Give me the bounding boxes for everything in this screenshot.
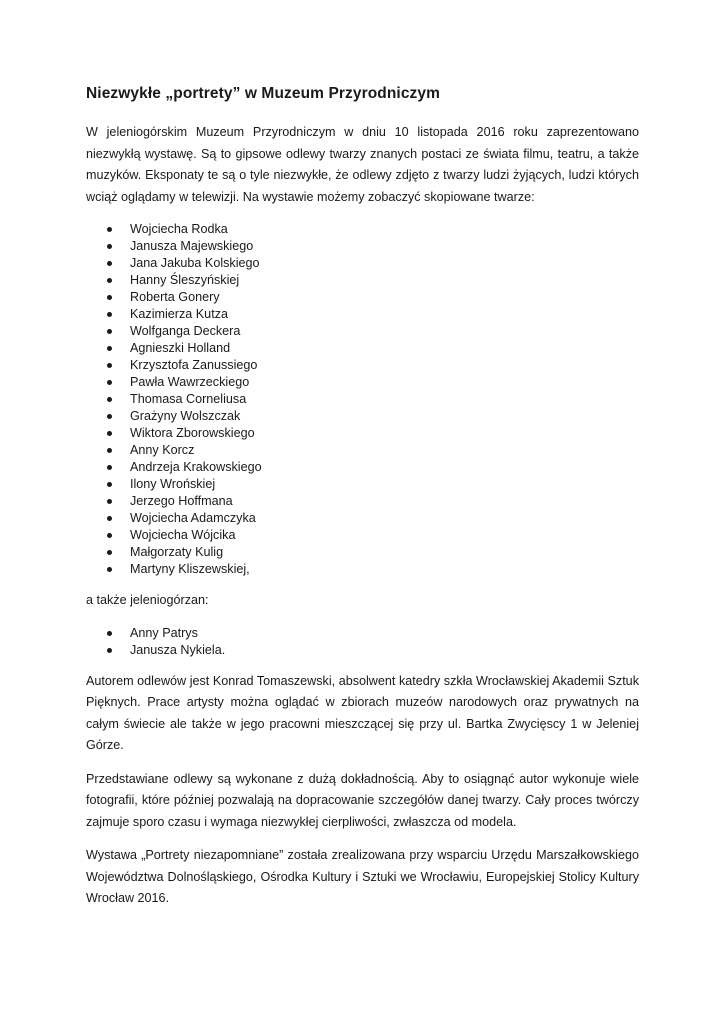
list-item: Roberta Gonery	[86, 289, 639, 306]
list-item: Jana Jakuba Kolskiego	[86, 255, 639, 272]
locals-list	[86, 625, 639, 659]
list-item: Ilony Wrońskiej	[86, 476, 639, 493]
locals-lead: a także jeleniogórzan:	[86, 593, 209, 607]
list-item: Pawła Wawrzeckiego	[86, 374, 639, 391]
page-title: Niezwykłe „portrety” w Muzeum Przyrodniczym	[86, 85, 440, 102]
list-item: Agnieszki Holland	[86, 340, 639, 357]
intro-paragraph: W jeleniogórskim Muzeum Przyrodniczym w dniu 10 listopada 2016 roku zaprezentowano niezwykłą wystawę. Są to gipsowe odlewy twarzy znanych postaci ze świata filmu, teatru, a także muzyków. Eksponaty te są o tyle niezwykłe, że odlewy zdjęto z twarzy ludzi żyjących, ludzi których wciąż oglądamy w telewizji. Na wystawie możemy zobaczyć skopiowane twarze:	[86, 125, 639, 204]
list-item: Janusza Majewskiego	[86, 238, 639, 255]
list-item: Janusza Nykiela.	[86, 642, 639, 659]
list-item: Wojciecha Wójcika	[86, 527, 639, 544]
faces-list	[86, 221, 639, 578]
list-item: Anny Patrys	[86, 625, 639, 642]
list-item: Kazimierza Kutza	[86, 306, 639, 323]
list-item: Andrzeja Krakowskiego	[86, 459, 639, 476]
list-item: Jerzego Hoffmana	[86, 493, 639, 510]
list-item: Małgorzaty Kulig	[86, 544, 639, 561]
support-paragraph: Wystawa „Portrety niezapomniane” została zrealizowana przy wsparciu Urzędu Marszałkowskiego Województwa Dolnośląskiego, Ośrodka Kultury i Sztuki we Wrocławiu, Europejskiej Stolicy Kultury Wrocław 2016.	[86, 848, 639, 905]
author-paragraph: Autorem odlewów jest Konrad Tomaszewski, absolwent katedry szkła Wrocławskiej Akademii Sztuk Pięknych. Prace artysty można oglądać w zbiorach muzeów narodowych oraz prywatnych na całym świecie ale także w jego pracowni mieszczącej się przy ul. Bartka Zwycięscy 1 w Jeleniej Górze.	[86, 673, 639, 752]
list-item: Martyny Kliszewskiej,	[86, 561, 639, 578]
list-item: Grażyny Wolszczak	[86, 408, 639, 425]
list-item: Anny Korcz	[86, 442, 639, 459]
list-item: Krzysztofa Zanussiego	[86, 357, 639, 374]
list-item: Wolfganga Deckera	[86, 323, 639, 340]
list-item: Wiktora Zborowskiego	[86, 425, 639, 442]
list-item: Wojciecha Adamczyka	[86, 510, 639, 527]
list-item: Wojciecha Rodka	[86, 221, 639, 238]
process-paragraph: Przedstawiane odlewy są wykonane z dużą dokładnością. Aby to osiągnąć autor wykonuje wiele fotografii, które później pozwalają na dopracowanie szczegółów danej twarzy. Cały proces twórczy zajmuje sporo czasu i wymaga niezwykłej cierpliwości, zwłaszcza od modela.	[86, 771, 639, 829]
list-item: Thomasa Corneliusa	[86, 391, 639, 408]
list-item: Hanny Śleszyńskiej	[86, 272, 639, 289]
